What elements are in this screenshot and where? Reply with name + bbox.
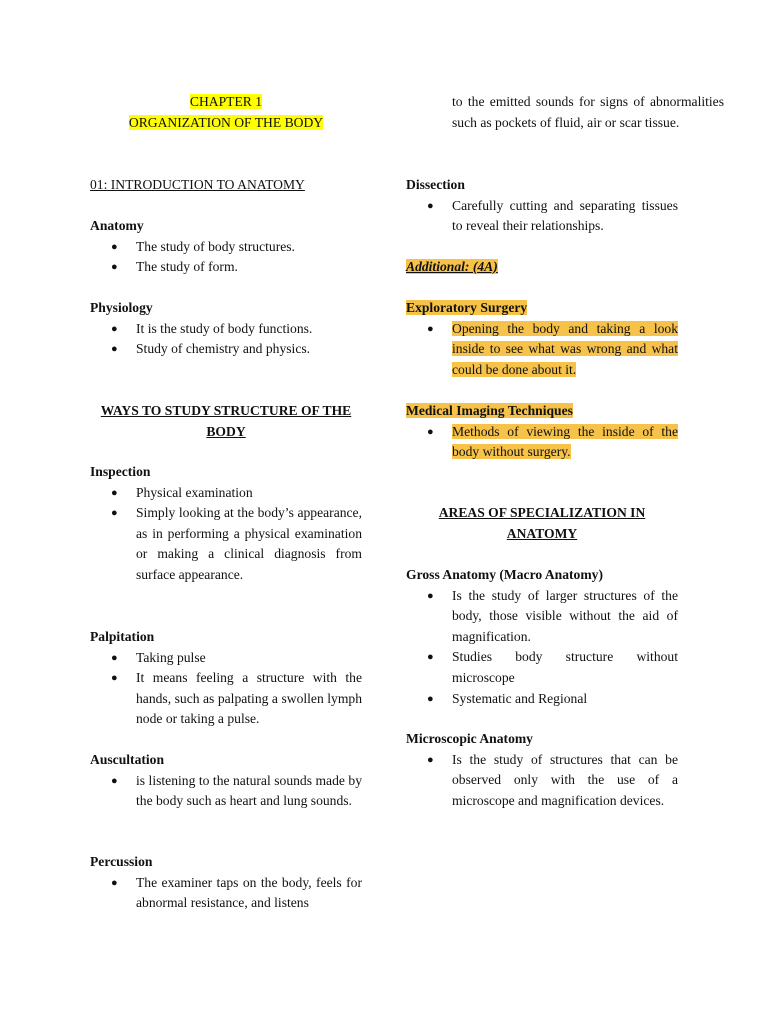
inspection-block — [90, 462, 362, 586]
list-item: ● The study of form. — [90, 257, 362, 278]
additional-label: Additional: (4A) — [406, 259, 498, 274]
physiology-list — [90, 319, 362, 360]
inspection-list — [90, 483, 362, 586]
auscultation-heading: Auscultation — [90, 752, 165, 767]
physiology-block — [90, 298, 362, 360]
list-item: ● Studies body structure without microscope — [406, 647, 678, 688]
inspection-heading: Inspection — [90, 464, 151, 479]
anatomy-list — [90, 237, 362, 278]
list-item: ● Carefully cutting and separating tissues to reveal their relationships. — [406, 196, 678, 237]
palpitation-block — [90, 627, 362, 730]
percussion-block — [90, 852, 362, 914]
microscopic-anatomy-list — [406, 750, 678, 812]
percussion-heading: Percussion — [90, 854, 153, 869]
gross-anatomy-list — [406, 586, 678, 710]
auscultation-list — [90, 771, 362, 812]
microscopic-anatomy-heading: Microscopic Anatomy — [406, 731, 533, 746]
physiology-heading: Physiology — [90, 300, 153, 315]
gross-anatomy-heading: Gross Anatomy (Macro Anatomy) — [406, 567, 603, 582]
anatomy-block — [90, 216, 362, 278]
dissection-list — [406, 196, 678, 237]
list-item: ● is listening to the natural sounds made by the body such as heart and lung sounds. — [90, 771, 362, 812]
list-item: ● Is the study of structures that can be observed only with the use of a microscope and magnification devices. — [406, 750, 678, 812]
list-item: ● Opening the body and taking a look inside to see what was wrong and what could be done about it. — [406, 319, 678, 381]
imaging-heading: Medical Imaging Techniques — [406, 403, 573, 418]
section-heading-intro: 01: INTRODUCTION TO ANATOMY — [90, 177, 305, 192]
dissection-heading: Dissection — [406, 177, 465, 192]
list-item: ● Simply looking at the body’s appearance, as in performing a physical examination or making a clinical diagnosis from surface appearance. — [90, 503, 362, 585]
exploratory-block — [406, 298, 678, 380]
chapter-header — [90, 92, 362, 133]
imaging-list — [406, 422, 678, 463]
list-item: ● The examiner taps on the body, feels for abnormal resistance, and listens — [90, 873, 362, 914]
additional-note — [406, 257, 678, 278]
gross-anatomy-block — [406, 565, 678, 709]
exploratory-heading: Exploratory Surgery — [406, 300, 528, 315]
palpitation-list — [90, 648, 362, 730]
list-item: ● The study of body structures. — [90, 237, 362, 258]
auscultation-block — [90, 750, 362, 812]
list-item: ● Physical examination — [90, 483, 362, 504]
palpitation-heading: Palpitation — [90, 629, 155, 644]
exploratory-list — [406, 319, 678, 381]
ways-heading: WAYS TO STUDY STRUCTURE OF THE BODY — [100, 403, 352, 439]
percussion-list — [90, 873, 362, 914]
list-item: ● Taking pulse — [90, 648, 362, 669]
list-item: ● Systematic and Regional — [406, 689, 678, 710]
list-item: ● It means feeling a structure with the hands, such as palpating a swollen lymph node or taking a pulse. — [90, 668, 362, 730]
areas-heading: AREAS OF SPECIALIZATION IN ANATOMY — [438, 505, 646, 541]
microscopic-anatomy-block — [406, 729, 678, 811]
imaging-block — [406, 401, 678, 463]
list-item: ● It is the study of body functions. — [90, 319, 362, 340]
list-item: ● Is the study of larger structures of the body, those visible without the aid of magnification. — [406, 586, 678, 648]
chapter-number: CHAPTER 1 — [189, 94, 263, 109]
chapter-title: ORGANIZATION OF THE BODY — [128, 114, 324, 130]
dissection-block — [406, 175, 678, 237]
list-item: ● Methods of viewing the inside of the body without surgery. — [406, 422, 678, 463]
percussion-continuation: to the emitted sounds for signs of abnormalities such as pockets of fluid, air or scar tissue. — [452, 94, 724, 130]
list-item: ● Study of chemistry and physics. — [90, 339, 362, 360]
anatomy-heading: Anatomy — [90, 218, 144, 233]
